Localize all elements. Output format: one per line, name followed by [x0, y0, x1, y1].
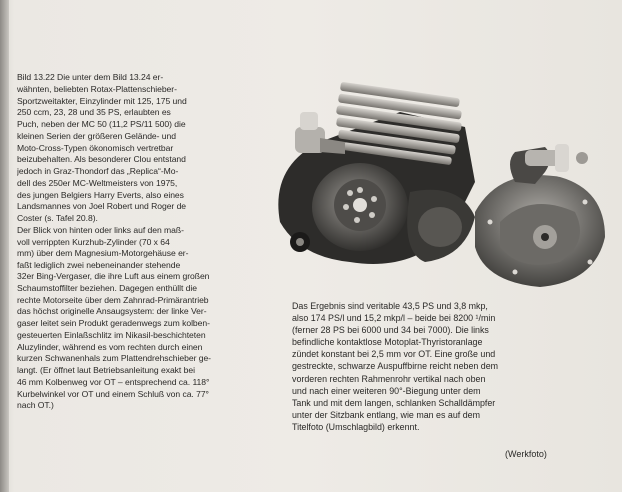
- text-line: jedoch in Graz-Thondorf das „Replica“-Mo-: [17, 166, 179, 176]
- engine-block: [278, 82, 475, 264]
- text-line: Das Ergebnis sind veritable 43,5 PS und 3,8 mkp,: [292, 301, 488, 311]
- caption-left-column-wide: [17, 271, 279, 412]
- text-line: und nach einer weiteren 90°-Biegung unter dem: [292, 385, 481, 396]
- text-line: Moto-Cross-Typen ökonomisch vertretbar: [17, 142, 174, 153]
- text-line: Aluzylinder, während es vom rechten durch einen: [17, 341, 203, 352]
- text-line: Kurbelwinkel vor OT und einem Schluß von ca. 77°: [17, 388, 209, 399]
- text-line: des jungen Belgiers Harry Everts, also eines: [17, 189, 184, 200]
- rotary-valve-cover: [475, 144, 605, 287]
- text-line: 32er Bing-Vergaser, die ihre Luft aus einem großen: [17, 271, 210, 281]
- text-line: also 174 PS/l und 15,2 mkp/l – beide bei 8200 ¹/min: [292, 313, 496, 324]
- text-line: zündet konstant bei 2,5 mm vor OT. Eine große und: [292, 349, 496, 360]
- text-line: beizubehalten. Als besonderer Clou entstand: [17, 154, 186, 165]
- text-line: vorderen rechten Rahmenrohr vertikal nach oben: [292, 373, 486, 384]
- text-line: unter der Sitzbank entlang, wie man es auf dem: [292, 409, 480, 420]
- text-line: Puch, neben der MC 50 (11,2 PS/11 500) die: [17, 119, 186, 129]
- text-line: 250 ccm, 23, 28 und 35 PS, erlaubten es: [17, 107, 171, 118]
- text-line: Coster (s. Tafel 20.8).: [17, 213, 98, 223]
- text-line: nach OT.): [17, 400, 54, 411]
- text-line: gaser leitet sein Produkt geradenwegs zum kolben-: [17, 318, 210, 328]
- text-line: wähnten, beliebten Rotax-Plattenschieber-: [17, 83, 177, 94]
- text-line: gesteuerten Einlaßschlitz im Nikasil-beschichteten: [17, 329, 206, 340]
- text-line: gestreckte, schwarze Auspuffbirne reicht neben dem: [292, 361, 499, 372]
- text-line: langt. (Er öffnet laut Betriebsanleitung exakt bei: [17, 365, 195, 375]
- text-line: faßt lediglich zwei nebeneinander stehende: [17, 260, 181, 270]
- text-line: Bild 13.22 Die unter dem Bild 13.24 er-: [17, 72, 164, 82]
- text-line: kleinen Serien der größeren Gelände- und: [17, 130, 176, 141]
- text-line: Sportzweitakter, Einzylinder mit 125, 175 und: [17, 95, 187, 106]
- text-line: Titelfoto (Umschlagbild) erkennt.: [292, 421, 420, 432]
- text-line: 46 mm Kolbenweg vor OT – entsprechend ca. 118°: [17, 376, 210, 387]
- book-spine-shadow: [0, 0, 9, 492]
- text-line: dell des 250er MC-Weltmeisters von 1975,: [17, 177, 178, 188]
- text-line: Landsmannes von Joel Robert und Roger de: [17, 201, 187, 212]
- text-line: Tank und mit dem langen, schlanken Schalldämpfer: [292, 397, 496, 408]
- text-line: mm) über dem Magnesium-Motorgehäuse er-: [17, 248, 189, 259]
- text-line: das höchst originelle Ansaugsystem: der linke Ver-: [17, 306, 207, 317]
- text-line: Schaumstoffilter beziehen. Dagegen enthüllt die: [17, 282, 197, 293]
- text-line: rechte Motorseite über dem Zahnrad-Primärantrieb: [17, 294, 209, 305]
- engine-photo-icon: [260, 72, 615, 297]
- text-line: (ferner 28 PS bei 6000 und 34 bei 7000). Die links: [292, 325, 489, 336]
- caption-right-column: [292, 300, 592, 433]
- photo-credit: (Werkfoto): [505, 449, 547, 459]
- text-line: voll verrippten Kurzhub-Zylinder (70 x 64: [17, 236, 170, 247]
- text-line: kurzen Schwanenhals zum Plattendrehschieber ge-: [17, 353, 211, 364]
- caption-left-column: [17, 72, 279, 272]
- text-line: befindliche kontaktlose Motoplat-Thyristoranlage: [292, 337, 483, 348]
- text-line: Der Blick von hinten oder links auf den maß-: [17, 224, 184, 235]
